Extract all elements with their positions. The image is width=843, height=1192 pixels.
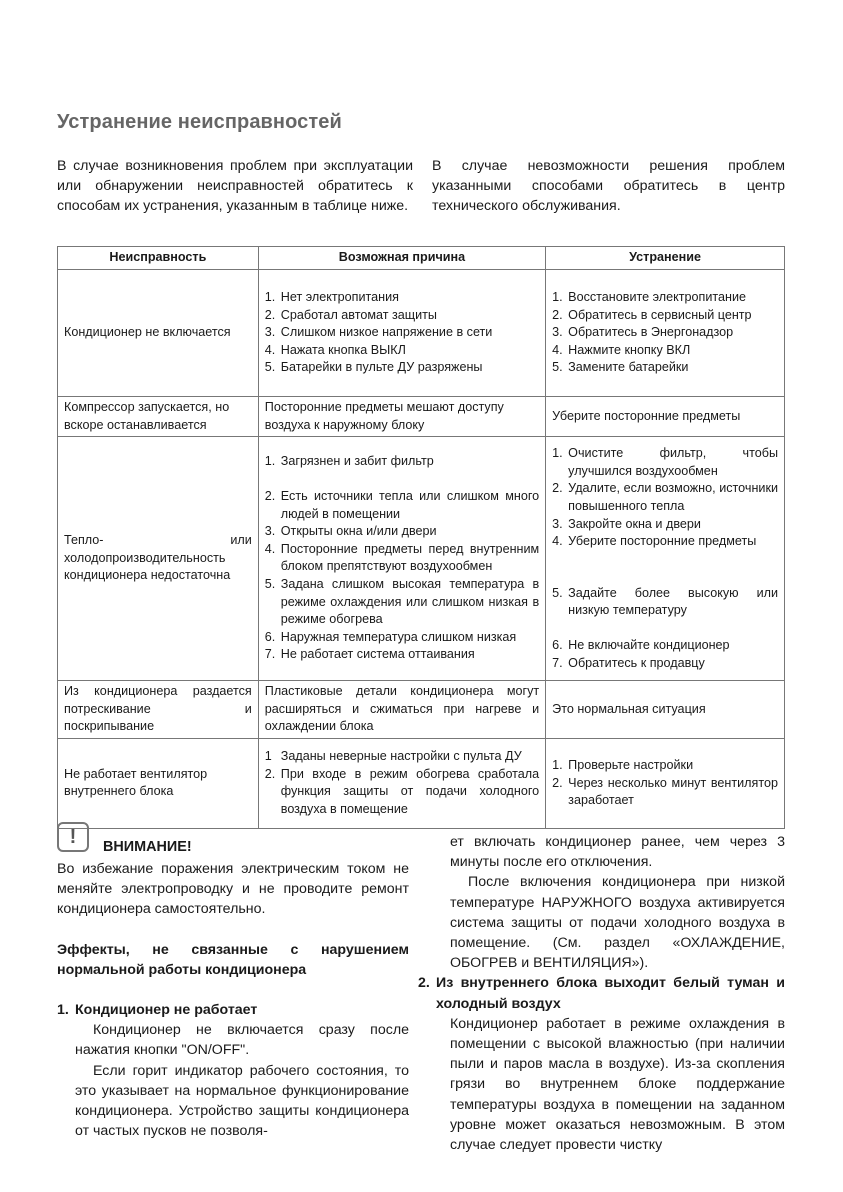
fix-cell: Это нормальная ситуация <box>546 681 785 739</box>
table-row <box>58 270 785 397</box>
table-row <box>58 397 785 437</box>
item-2-paragraph-1: Кондиционер работает в режиме охлаждения в помещении с высокой влажностью (при наличии пыли и паров масла в воздухе). Из-за скопления грязи во внутреннем блоке поддержание температуры воздуха в помещении на заданном уровне может оказаться невозможным. В этом случае следует провести чистку <box>450 1015 785 1154</box>
list-item: 4. Посторонние предметы перед внутренним блоком препятствуют воздухообмен <box>264 541 540 574</box>
fix-cell: Уберите посторонние предметы <box>546 397 785 437</box>
page-title: Устранение неисправностей <box>57 111 342 133</box>
item-1-heading: 1. Кондиционер не работает <box>57 1002 258 1019</box>
warning-icon: ! <box>57 822 89 852</box>
header-fix: Устранение <box>546 247 785 270</box>
list-item: 1. Загрязнен и забит фильтр <box>264 454 434 469</box>
list-item: 3. Открыты окна и/или двери <box>264 524 437 539</box>
problem-cell: Кондиционер не включается <box>58 270 259 397</box>
cause-cell: Пластиковые детали кондиционера могут расширяться и сжиматься при нагреве и охлаждении блока <box>258 681 545 739</box>
list-item: 1. Нет электропитания <box>264 290 399 305</box>
table-header-row <box>58 247 785 270</box>
list-item: 4. Уберите посторонние предметы <box>552 534 757 549</box>
left-text-column <box>57 859 409 1141</box>
table-row <box>58 437 785 681</box>
cause-cell: Посторонние предметы мешают доступу воздуха к наружному блоку <box>258 397 545 437</box>
fix-cell <box>546 437 785 681</box>
effects-heading: Эффекты, не связанные с нарушением нормальной работы кондиционера <box>57 941 409 978</box>
fix-cell <box>546 738 785 828</box>
list-item: 6. Наружная температура слишком низкая <box>264 629 517 644</box>
intro-right-paragraph: В случае невозможности решения проблем указанными способами обратитесь в центр технического обслуживания. <box>432 158 785 215</box>
list-item: 2. Сработал автомат защиты <box>264 307 437 322</box>
item-1-paragraph-1: Кондиционер не включается сразу после нажатия кнопки "ON/OFF". <box>75 1022 409 1059</box>
troubleshooting-table <box>57 246 785 829</box>
list-item: 3. Обратитесь в Энергонадзор <box>552 325 734 340</box>
list-item: 1. Проверьте настройки <box>552 758 694 773</box>
problem-cell: Тепло- или холодопроизводительность кондиционера недостаточна <box>58 437 259 681</box>
cause-cell <box>258 738 545 828</box>
list-item: 1 Заданы неверные настройки с пульта ДУ <box>264 749 522 764</box>
fix-cell <box>546 270 785 397</box>
list-item: 4. Нажата кнопка ВЫКЛ <box>264 342 406 357</box>
list-item: 1. Восстановите электропитание <box>552 290 747 305</box>
warning-text: Во избежание поражения электрическим током не меняйте электропроводку и не проводите ремонт кондиционера самостоятельно. <box>57 861 409 918</box>
list-item: 1. Очистите фильтр, чтобы улучшился воздухообмен <box>552 446 778 478</box>
warning-heading: ВНИМАНИЕ! <box>103 839 192 855</box>
list-item: 2. Есть источники тепла или слишком много людей в помещении <box>264 489 540 521</box>
cause-cell <box>258 270 545 397</box>
list-item: 2. Через несколько минут вентилятор заработает <box>552 775 778 808</box>
list-item: 2. Обратитесь в сервисный центр <box>552 307 752 322</box>
list-item: 2. При входе в режим обогрева сработала функция защиты от подачи холодного воздуха в помещение <box>264 766 540 817</box>
problem-cell: Из кондиционера раздается потрескивание и поскрипывание <box>58 681 259 739</box>
list-item: 7. Обратитесь к продавцу <box>552 655 705 670</box>
problem-cell: Компрессор запускается, но вскоре останавливается <box>58 397 259 437</box>
list-item: 5. Задайте более высокую или низкую температуру <box>552 585 778 618</box>
list-item: 5. Замените батарейки <box>552 360 689 375</box>
list-item: 7. Не работает система оттаивания <box>264 647 475 662</box>
item-1-paragraph-2: Если горит индикатор рабочего состояния, то это указывает на нормальное функционирование кондиционера. Устройство защиты кондиционера от частых пусков не позволя- <box>75 1062 409 1140</box>
intro-left-paragraph: В случае возникновения проблем при эксплуатации или обнаружении неисправностей обратитесь к способам их устранения, указанным в таблице ниже. <box>57 158 413 215</box>
list-item: 5. Задана слишком высокая температура в режиме охлаждения или слишком низкая в режиме обогрева <box>264 576 540 627</box>
problem-cell: Не работает вентилятор внутреннего блока <box>58 738 259 828</box>
item-1-paragraph-3: ет включать кондиционер ранее, чем через 3 минуты после его отключения. <box>450 834 785 871</box>
table-row <box>58 681 785 739</box>
header-cause: Возможная причина <box>258 247 545 270</box>
right-text-column <box>418 832 785 1155</box>
list-item: 5. Батарейки в пульте ДУ разряжены <box>264 360 483 375</box>
item-1-paragraph-4: После включения кондиционера при низкой температуре НАРУЖНОГО воздуха активируется система защиты от подачи холодного воздуха в помещение. (См. раздел «ОХЛАЖДЕНИЕ, ОБОГРЕВ и ВЕНТИЛЯЦИЯ»). <box>450 874 785 972</box>
table-row <box>58 738 785 828</box>
header-problem: Неисправность <box>58 247 259 270</box>
list-item: 6. Не включайте кондиционер <box>552 637 730 652</box>
list-item: 2. Удалите, если возможно, источники повышенного тепла <box>552 481 778 513</box>
item-2-heading: 2. Из внутреннего блока выходит белый туман и холодный воздух <box>418 975 785 1012</box>
cause-cell <box>258 437 545 681</box>
list-item: 3. Слишком низкое напряжение в сети <box>264 325 493 340</box>
list-item: 3. Закройте окна и двери <box>552 516 701 531</box>
list-item: 4. Нажмите кнопку ВКЛ <box>552 342 691 357</box>
